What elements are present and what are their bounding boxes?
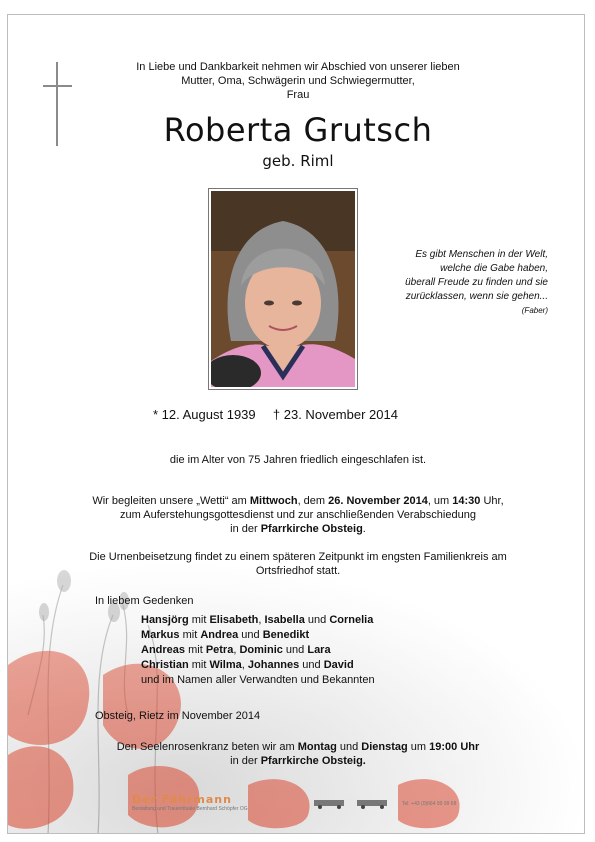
family-text: und <box>238 629 263 641</box>
family-name: Andreas <box>141 644 186 656</box>
funeral-home-tagline: Bestattung und Trauerrituale Bernhard Schöpfer OG <box>132 806 248 812</box>
ceremony-text-part: Uhr, <box>480 495 504 507</box>
family-text: , <box>241 659 248 671</box>
birth-date: * 12. August 1939 <box>153 407 256 422</box>
intro-line-1: In Liebe und Dankbarkeit nehmen wir Abschied von unserer lieben <box>136 61 460 73</box>
portrait-photo <box>208 188 358 390</box>
urn-line-2: Ortsfriedhof statt. <box>255 565 341 577</box>
ceremony-text-part: Wir begleiten unsere „Wetti“ am <box>92 495 250 507</box>
age-line: die im Alter von 75 Jahren friedlich eingeschlafen ist. <box>169 454 427 466</box>
family-last-line: und im Namen aller Verwandten und Bekannten <box>141 674 375 686</box>
rosary-time: 19:00 Uhr <box>429 741 480 753</box>
family-row <box>141 658 461 673</box>
intro-line-3: Frau <box>286 89 310 101</box>
rosary-text <box>28 740 568 768</box>
family-text: mit <box>188 614 210 626</box>
memory-heading: In liebem Gedenken <box>95 595 194 607</box>
rosary-line-1 <box>28 740 568 754</box>
urn-line-1: Die Urnenbeisetzung findet zu einem späteren Zeitpunkt im engsten Familienkreis am <box>89 551 507 563</box>
ceremony-line-1 <box>28 494 568 508</box>
ceremony-text-part: , dem <box>297 495 329 507</box>
ceremony-date: 26. November 2014 <box>328 495 428 507</box>
family-name: Hansjörg <box>141 614 189 626</box>
intro-text <box>68 60 528 102</box>
rosary-day: Montag <box>297 741 337 753</box>
quote-author: (Faber) <box>521 306 548 315</box>
ceremony-location: Pfarrkirche Obsteig <box>260 523 363 535</box>
ceremony-day: Mittwoch <box>249 495 298 507</box>
family-name: Lara <box>307 644 331 656</box>
ceremony-text-part: , um <box>427 495 453 507</box>
family-text: , <box>258 614 265 626</box>
deceased-name: Roberta Grutsch <box>163 111 433 149</box>
family-name: Markus <box>141 629 180 641</box>
rosary-text-part: um <box>407 741 430 753</box>
family-name: Andrea <box>200 629 239 641</box>
rosary-line-2 <box>28 754 568 768</box>
ceremony-time: 14:30 <box>452 495 481 507</box>
family-name: Isabella <box>264 614 305 626</box>
family-name: Wilma <box>209 659 242 671</box>
rosary-location: Pfarrkirche Obsteig. <box>260 755 366 767</box>
maiden-name: geb. Riml <box>262 152 334 170</box>
rosary-day: Dienstag <box>361 741 408 753</box>
family-name: Cornelia <box>329 614 374 626</box>
family-row <box>141 643 461 658</box>
place-date: Obsteig, Rietz im November 2014 <box>95 710 261 722</box>
quote-line: welche die Gabe haben, <box>440 263 548 274</box>
intro-line-2: Mutter, Oma, Schwägerin und Schwiegermutter, <box>181 75 415 87</box>
family-text: und <box>299 659 324 671</box>
obituary-card <box>7 14 585 834</box>
family-name: Christian <box>141 659 189 671</box>
quote-line: Es gibt Menschen in der Welt, <box>415 249 548 260</box>
funeral-home-phone: Tel: +43 (0)664 99 99 68 <box>402 801 457 807</box>
family-text: , <box>233 644 240 656</box>
family-name: Elisabeth <box>209 614 259 626</box>
quote-line: zurücklassen, wenn sie gehen... <box>405 291 548 302</box>
family-name: Petra <box>205 644 234 656</box>
ceremony-text <box>28 494 568 536</box>
ceremony-text-part: . <box>362 523 366 535</box>
portrait-image <box>211 191 355 387</box>
family-text: mit <box>188 659 210 671</box>
family-name: Dominic <box>239 644 283 656</box>
quote-block <box>378 248 548 318</box>
life-dates <box>153 407 453 422</box>
family-text: mit <box>185 644 206 656</box>
quote-line: überall Freude zu finden und sie <box>405 277 548 288</box>
footer <box>132 793 572 823</box>
ceremony-line-3 <box>28 522 568 536</box>
family-name: Johannes <box>247 659 300 671</box>
funeral-home-logo: Der Fährmann <box>132 793 232 806</box>
death-date: † 23. November 2014 <box>272 407 398 422</box>
rosary-text-part: in der <box>230 755 261 767</box>
ceremony-line-2: zum Auferstehungsgottesdienst und zur anschließenden Verabschiedung <box>120 509 476 521</box>
family-list <box>141 613 461 688</box>
hearse-icon <box>312 796 392 810</box>
family-name: Benedikt <box>262 629 310 641</box>
urn-text <box>28 550 568 578</box>
family-row <box>141 613 461 628</box>
family-text: und <box>304 614 330 626</box>
rosary-text-part: Den Seelenrosenkranz beten wir am <box>116 741 298 753</box>
cross-icon-vertical <box>56 62 58 146</box>
rosary-text-part: und <box>336 741 362 753</box>
family-row <box>141 628 461 643</box>
family-text: und <box>282 644 308 656</box>
family-name: David <box>323 659 354 671</box>
family-text: mit <box>179 629 201 641</box>
ceremony-text-part: in der <box>230 523 261 535</box>
